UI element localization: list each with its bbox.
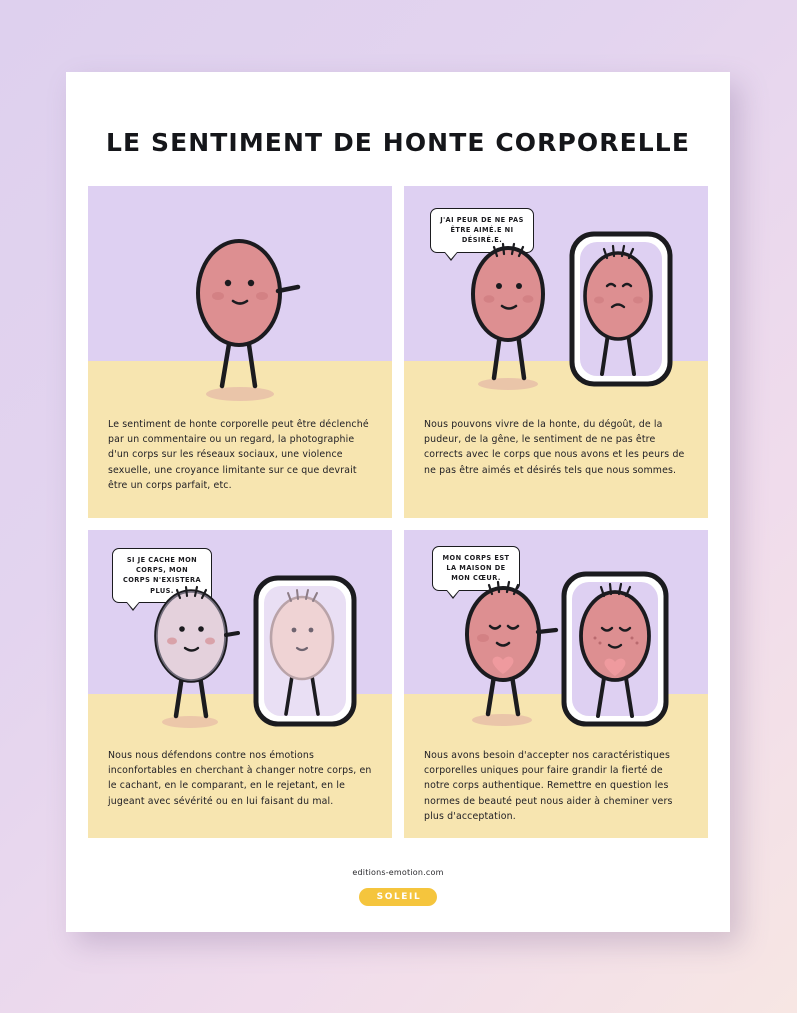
comic-panel-2 xyxy=(404,186,708,518)
poster-footer xyxy=(66,868,730,906)
panel-1-caption: Le sentiment de honte corporelle peut être déclenché par un commentaire ou un regard, la photographie d'un corps sur les réseaux sociaux, une violence sexuelle, une croyance limitante sur ce que devrait être un corps parfait, etc. xyxy=(108,419,369,491)
character-blob-figure xyxy=(88,186,392,411)
panel-3-scene xyxy=(88,530,392,742)
comic-grid xyxy=(88,186,708,838)
poster-sheet xyxy=(66,72,730,932)
page-title: LE SENTIMENT DE HONTE CORPORELLE xyxy=(105,128,691,157)
panel-4-scene xyxy=(404,530,708,742)
panel-3-speech-bubble: SI JE CACHE MON CORPS, MON CORPS N'EXISTERA PLUS. xyxy=(112,548,212,603)
panel-2-caption: Nous pouvons vivre de la honte, du dégoût, de la pudeur, de la gêne, le sentiment de ne pas être corrects avec le corps que nous avons et les peurs de ne pas être aimés et désirés tels que nous sommes. xyxy=(424,419,685,476)
shadow-ellipse xyxy=(206,387,274,401)
panel-4-speech-bubble: MON CORPS EST LA MAISON DE MON CŒUR. xyxy=(432,546,520,591)
shadow-ellipse xyxy=(478,378,538,390)
panel-2-scene xyxy=(404,186,708,411)
comic-panel-3 xyxy=(88,530,392,838)
panel-4-figures xyxy=(404,530,708,742)
panel-2-figures xyxy=(404,186,708,411)
comic-panel-1 xyxy=(88,186,392,518)
panel-4-caption: Nous avons besoin d'accepter nos caractéristiques corporelles uniques pour faire grandir la fierté de notre corps authentique. Remettre en question les normes de beauté peut nous aider à cheminer vers plus d'acceptation. xyxy=(424,750,673,822)
panel-3-caption: Nous nous défendons contre nos émotions inconfortables en cherchant à changer notre corps, en le cachant, en le comparant, en le rejetant, en le jugeant avec sévérité ou en lui faisant du mal. xyxy=(108,750,372,807)
panel-2-speech-bubble: J'AI PEUR DE NE PAS ÊTRE AIMÉ.E NI DÉSIRÉ.E. xyxy=(430,208,534,253)
panel-3-figures xyxy=(88,530,392,742)
panel-4-caption-area xyxy=(404,742,708,838)
panel-3-caption-area xyxy=(88,742,392,838)
publisher-logo: SOLEIL xyxy=(359,888,438,906)
shadow-ellipse xyxy=(162,716,218,728)
shadow-ellipse xyxy=(472,714,532,726)
comic-panel-4 xyxy=(404,530,708,838)
panel-1-scene xyxy=(88,186,392,411)
panel-2-caption-area xyxy=(404,411,708,518)
footer-website-url: editions-emotion.com xyxy=(352,868,444,877)
panel-1-caption-area xyxy=(88,411,392,518)
